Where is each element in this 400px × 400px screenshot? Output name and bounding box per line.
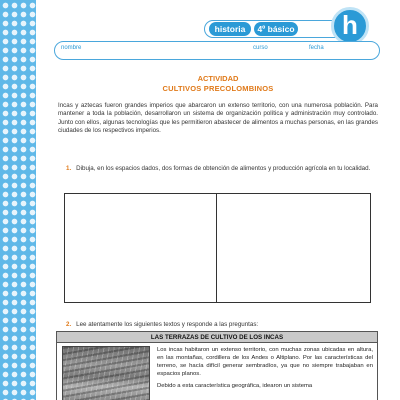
student-info-row bbox=[54, 41, 380, 60]
spiral-binding-strip bbox=[0, 0, 36, 400]
inca-terraces-photo bbox=[62, 346, 150, 400]
reading-paragraph-2: Debido a esta característica geográfica, idearon un sistema bbox=[157, 383, 313, 389]
drawing-box-left[interactable] bbox=[64, 193, 217, 303]
subject-badge: historia bbox=[209, 22, 251, 36]
intro-paragraph: Incas y aztecas fueron grandes imperios que abarcaron un extenso territorio, con una numerosa población. Para mantener a toda la población, desarrollaron un sistema de organización política y administración muy controlado. Junto con ellos, algunas tecnologías que les permitieron abastecer de alimentos a muchas personas, en las grandes ciudades de los respectivos imperios. bbox=[58, 102, 378, 135]
grade-badge: 4º básico bbox=[254, 22, 298, 36]
reading-panel bbox=[56, 331, 378, 400]
reading-text bbox=[157, 346, 373, 394]
logo-h-icon: h bbox=[331, 7, 369, 45]
question-1-text: Dibuja, en los espacios dados, dos formas de obtención de alimentos y producción agrícola en tu localidad. bbox=[76, 165, 371, 172]
question-2-number: 2. bbox=[66, 321, 72, 328]
question-2-text: Lee atentamente los siguientes textos y responde a las preguntas: bbox=[76, 321, 259, 328]
date-label: fecha bbox=[309, 45, 324, 51]
question-2 bbox=[66, 321, 378, 329]
name-label: nombre bbox=[61, 45, 82, 51]
question-1-number: 1. bbox=[66, 165, 72, 172]
question-1 bbox=[66, 165, 378, 173]
reading-paragraph-1: Los incas habitaron un extenso territorio, con muchas zonas ubicadas en altura, en las montañas, cordillera de los Andes o Altiplano. Por las características del terreno, se hacía difícil generar sembradíos, ya que no siempre trabajaban en espacios planos. bbox=[157, 347, 373, 377]
course-label: curso bbox=[253, 45, 268, 51]
topic-title: CULTIVOS PRECOLOMBINOS bbox=[162, 84, 274, 93]
drawing-box-right[interactable] bbox=[216, 193, 371, 303]
activity-title: ACTIVIDAD bbox=[197, 74, 239, 83]
reading-title: LAS TERRAZAS DE CULTIVO DE LOS INCAS bbox=[57, 332, 377, 343]
